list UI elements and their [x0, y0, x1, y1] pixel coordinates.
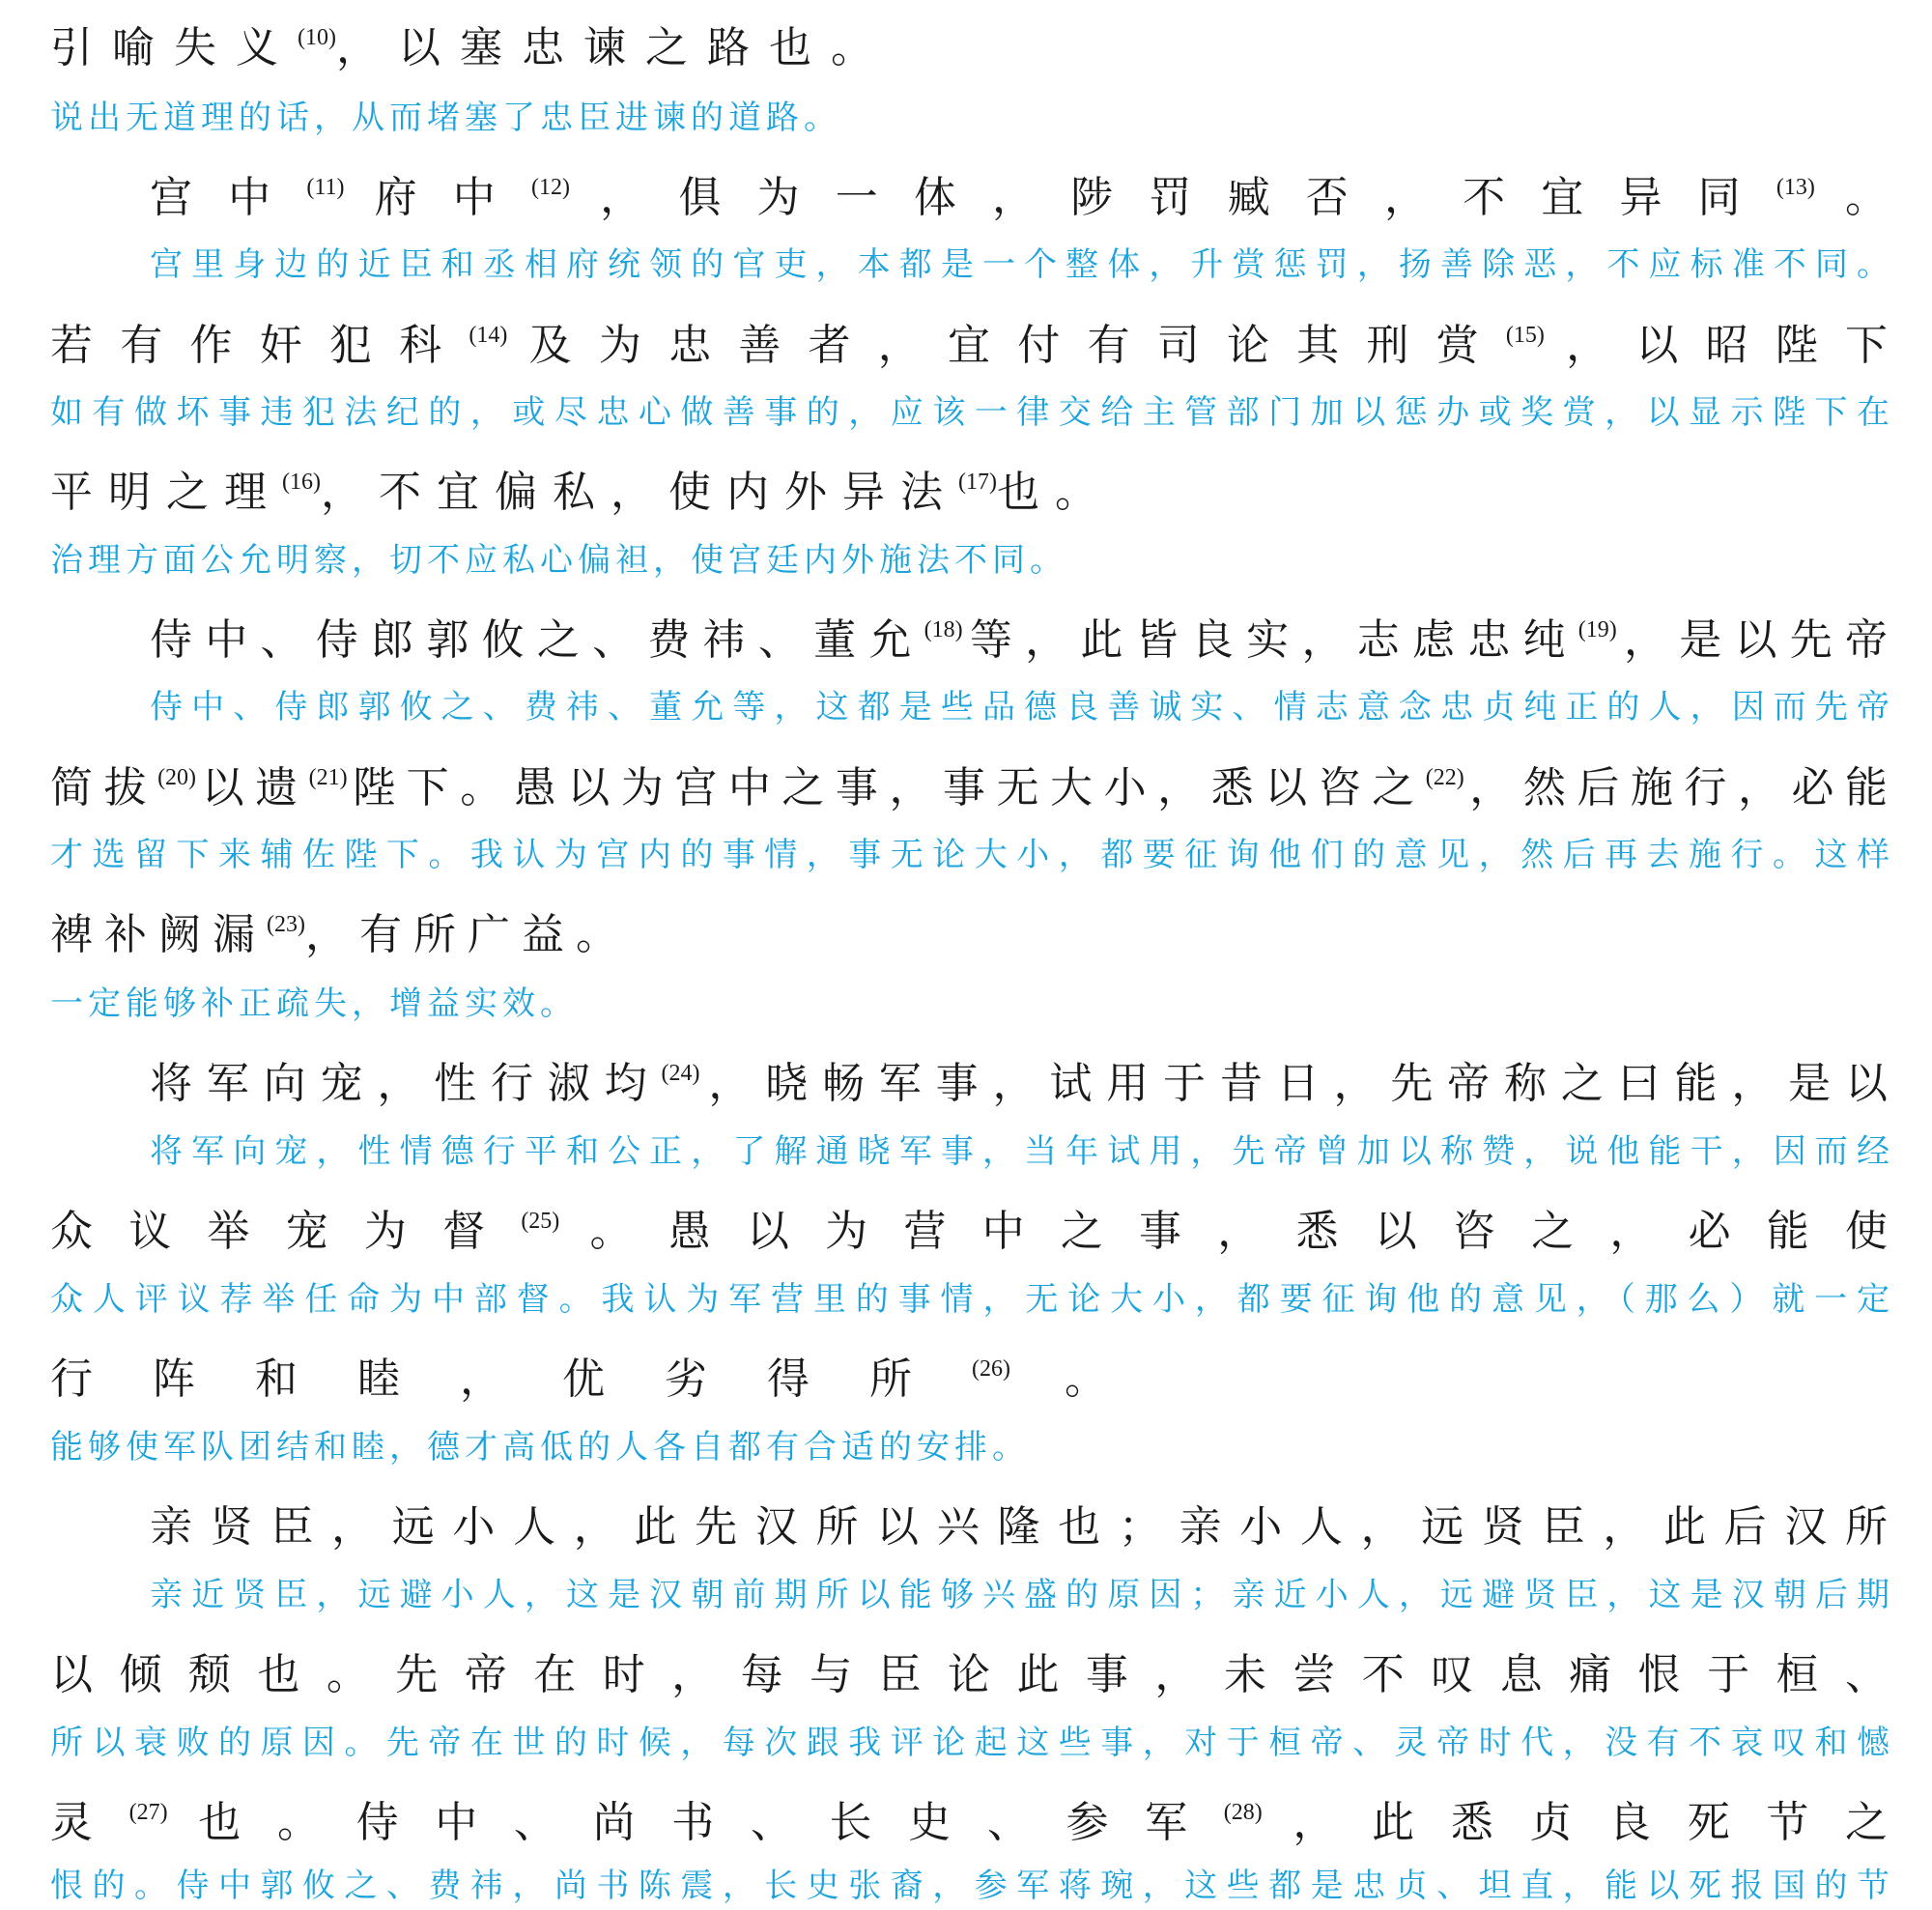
footnote-marker: (11) — [306, 175, 345, 200]
original-line: 平明之理$^{(16)}$，不宜偏私，使内外异法$^{(17)}$也。 — [50, 468, 1113, 517]
original-line: 若有作奸犯科$^{(14)}$及为忠善者，宜付有司论其刑赏$^{(15)}$，以昭陛下 — [50, 321, 1893, 370]
footnote-marker: (23) — [267, 912, 305, 937]
footnote-marker: (14) — [469, 323, 508, 348]
footnote-marker: (17) — [957, 470, 997, 495]
footnote-marker: (22) — [1425, 765, 1464, 790]
footnote-marker: (25) — [521, 1209, 560, 1234]
footnote-marker: (20) — [157, 765, 197, 790]
footnote-marker: (28) — [1223, 1800, 1263, 1825]
translation-line: 如有做坏事违犯法纪的，或尽忠心做善事的，应该一律交给主管部门加以惩办或奖赏，以显示陛下在 — [50, 393, 1893, 432]
footnote-marker: (19) — [1577, 617, 1617, 642]
original-line: 裨补阙漏$^{(23)}$，有所广益。 — [50, 910, 630, 959]
original-line: 亲贤臣，远小人，此先汉所以兴隆也；亲小人，远贤臣，此后汉所 — [150, 1502, 1893, 1552]
translation-line: 众人评议荐举任命为中部督。我认为军营里的事情，无论大小，都要征询他的意见，（那么）就一定 — [50, 1280, 1893, 1319]
original-line: 以倾颓也。先帝在时，每与臣论此事，未尝不叹息痛恨于桓、 — [50, 1650, 1893, 1699]
footnote-marker: (15) — [1505, 323, 1545, 348]
translation-line: 能够使军队团结和睦，德才高低的人各自都有合适的安排。 — [50, 1428, 1030, 1467]
translation-line: 治理方面公允明察，切不应私心偏袒，使宫廷内外施法不同。 — [50, 541, 1067, 580]
original-line: 简拔$^{(20)}$以遗$^{(21)}$陛下。愚以为宫中之事，事无大小，悉以咨之$^{(22)}$，然后施行，必能 — [50, 763, 1893, 812]
original-line: 行阵和睦，优劣得所$^{(26)}$。 — [50, 1354, 1113, 1404]
original-line: 侍中、侍郎郭攸之、费祎、董允$^{(18)}$等，此皆良实，志虑忠纯$^{(19)}$，是以先帝 — [150, 615, 1893, 665]
footnote-marker: (13) — [1776, 175, 1815, 200]
footnote-marker: (12) — [531, 175, 570, 200]
original-line: 将军向宠，性行淑均$^{(24)}$，晓畅军事，试用于昔日，先帝称之曰能，是以 — [150, 1059, 1893, 1108]
original-line: 灵$^{(27)}$也。侍中、尚书、长史、参军$^{(28)}$，此悉贞良死节之 — [50, 1798, 1893, 1847]
footnote-marker: (10) — [298, 25, 336, 50]
original-line: 引喻失义$^{(10)}$，以塞忠谏之路也。 — [50, 23, 893, 72]
translation-line: 将军向宠，性情德行平和公正，了解通晓军事，当年试用，先帝曾加以称赞，说他能干，因而经 — [150, 1132, 1893, 1171]
footnote-marker: (21) — [308, 765, 348, 790]
translation-line: 侍中、侍郎郭攸之、费祎、董允等，这都是些品德良善诚实、情志意念忠贞纯正的人，因而先帝 — [150, 688, 1893, 727]
translation-line: 恨的。侍中郭攸之、费祎，尚书陈震，长史张裔，参军蒋琬，这些都是忠贞、坦直，能以死报国的节 — [50, 1867, 1893, 1905]
translation-line: 宫里身边的近臣和丞相府统领的官吏，本都是一个整体，升赏惩罚，扬善除恶，不应标准不同。 — [150, 245, 1893, 284]
footnote-marker: (24) — [661, 1061, 700, 1086]
footnote-marker: (18) — [923, 617, 963, 642]
original-line: 众议举宠为督$^{(25)}$。愚以为营中之事，悉以咨之，必能使 — [50, 1207, 1893, 1256]
translation-line: 所以衰败的原因。先帝在世的时候，每次跟我评论起这些事，对于桓帝、灵帝时代，没有不哀叹和憾 — [50, 1724, 1893, 1762]
translation-line: 一定能够补正疏失，增益实效。 — [50, 984, 578, 1023]
original-line: 宫中$^{(11)}$府中$^{(12)}$，俱为一体，陟罚臧否，不宜异同$^{(13)}$。 — [150, 173, 1893, 222]
footnote-marker: (16) — [282, 470, 321, 495]
footnote-marker: (26) — [972, 1356, 1010, 1382]
footnote-marker: (27) — [128, 1800, 168, 1825]
translation-line: 才选留下来辅佐陛下。我认为宫内的事情，事无论大小，都要征询他们的意见，然后再去施行。这样 — [50, 836, 1893, 874]
translation-line: 亲近贤臣，远避小人，这是汉朝前期所以能够兴盛的原因；亲近小人，远避贤臣，这是汉朝后期 — [150, 1576, 1893, 1614]
translation-line: 说出无道理的话，从而堵塞了忠臣进谏的道路。 — [50, 99, 841, 137]
